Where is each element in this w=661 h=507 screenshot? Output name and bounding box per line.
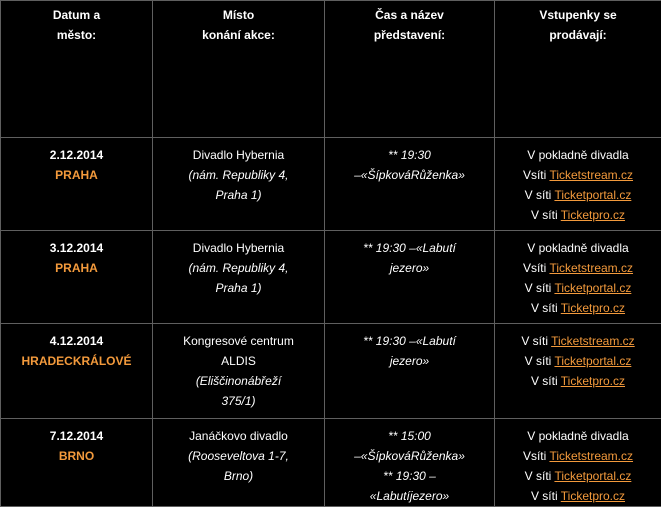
event-city: BRNO bbox=[1, 446, 152, 466]
show-time-title: –«ŠípkováRůženka» bbox=[325, 446, 494, 466]
venue-address: Praha 1) bbox=[153, 185, 324, 205]
header-tickets: Vstupenky se prodávají: bbox=[495, 1, 661, 138]
ticketstream-link[interactable]: Ticketstream.cz bbox=[551, 334, 635, 348]
table-header-row bbox=[1, 1, 661, 138]
show-time-title: jezero» bbox=[325, 258, 494, 278]
box-office-text: V pokladně divadla bbox=[495, 426, 661, 446]
venue-address: 375/1) bbox=[153, 391, 324, 411]
ticketstream-link[interactable]: Ticketstream.cz bbox=[549, 449, 633, 463]
event-city: PRAHA bbox=[1, 258, 152, 278]
box-office-text: V pokladně divadla bbox=[495, 238, 661, 258]
show-time-title: ** 19:30 bbox=[325, 145, 494, 165]
date-city-cell bbox=[1, 231, 153, 324]
table-row bbox=[1, 419, 661, 507]
event-city: HRADECKRÁLOVÉ bbox=[1, 351, 152, 371]
show-time-title: ** 19:30 –«Labutí bbox=[325, 238, 494, 258]
show-time-title: jezero» bbox=[325, 351, 494, 371]
show-cell bbox=[325, 324, 495, 419]
ticketportal-link[interactable]: Ticketportal.cz bbox=[554, 281, 631, 295]
ticketpro-link[interactable]: Ticketpro.cz bbox=[561, 208, 625, 222]
show-cell bbox=[325, 138, 495, 231]
show-cell bbox=[325, 231, 495, 324]
ticketpro-link[interactable]: Ticketpro.cz bbox=[561, 374, 625, 388]
tickets-cell: V síti Ticketstream.cz V síti Ticketportal.cz V síti Ticketpro.cz bbox=[495, 324, 661, 419]
venue-name: Divadlo Hybernia bbox=[153, 145, 324, 165]
show-time-title: ** 15:00 bbox=[325, 426, 494, 446]
event-date: 7.12.2014 bbox=[1, 426, 152, 446]
date-city-cell bbox=[1, 138, 153, 231]
venue-address: (nám. Republiky 4, bbox=[153, 258, 324, 278]
header-venue: Místo konání akce: bbox=[153, 1, 325, 138]
date-city-cell bbox=[1, 419, 153, 507]
venue-cell bbox=[153, 419, 325, 507]
tickets-cell: V pokladně divadla Vsíti Ticketstream.cz V síti Ticketportal.cz V síti Ticketpro.cz bbox=[495, 231, 661, 324]
venue-cell bbox=[153, 138, 325, 231]
event-date: 4.12.2014 bbox=[1, 331, 152, 351]
venue-name: ALDIS bbox=[153, 351, 324, 371]
event-date: 2.12.2014 bbox=[1, 145, 152, 165]
ticketstream-link[interactable]: Ticketstream.cz bbox=[549, 168, 633, 182]
box-office-text: V pokladně divadla bbox=[495, 145, 661, 165]
event-date: 3.12.2014 bbox=[1, 238, 152, 258]
venue-name: Kongresové centrum bbox=[153, 331, 324, 351]
ticketportal-link[interactable]: Ticketportal.cz bbox=[554, 469, 631, 483]
event-city: PRAHA bbox=[1, 165, 152, 185]
table-row bbox=[1, 231, 661, 324]
show-time-title: «Labutíjezero» bbox=[325, 486, 494, 506]
venue-address: (nám. Republiky 4, bbox=[153, 165, 324, 185]
show-cell bbox=[325, 419, 495, 507]
venue-name: Janáčkovo divadlo bbox=[153, 426, 324, 446]
venue-address: Praha 1) bbox=[153, 278, 324, 298]
table-row bbox=[1, 138, 661, 231]
show-time-title: –«ŠípkováRůženka» bbox=[325, 165, 494, 185]
venue-address: (Rooseveltova 1-7, bbox=[153, 446, 324, 466]
show-time-title: ** 19:30 – bbox=[325, 466, 494, 486]
venue-address: Brno) bbox=[153, 466, 324, 486]
ticketportal-link[interactable]: Ticketportal.cz bbox=[554, 354, 631, 368]
tickets-cell: V pokladně divadla Vsíti Ticketstream.cz V síti Ticketportal.cz V síti Ticketpro.cz bbox=[495, 419, 661, 507]
ticketpro-link[interactable]: Ticketpro.cz bbox=[561, 489, 625, 503]
date-city-cell bbox=[1, 324, 153, 419]
venue-address: (Eliščinonábřeží bbox=[153, 371, 324, 391]
tickets-cell: V pokladně divadla Vsíti Ticketstream.cz V síti Ticketportal.cz V síti Ticketpro.cz bbox=[495, 138, 661, 231]
header-time-title: Čas a název představení: bbox=[325, 1, 495, 138]
header-date-city: Datum a město: bbox=[1, 1, 153, 138]
table-row bbox=[1, 324, 661, 419]
ticketportal-link[interactable]: Ticketportal.cz bbox=[554, 188, 631, 202]
venue-name: Divadlo Hybernia bbox=[153, 238, 324, 258]
venue-cell bbox=[153, 231, 325, 324]
ticketstream-link[interactable]: Ticketstream.cz bbox=[549, 261, 633, 275]
show-time-title: ** 19:30 –«Labutí bbox=[325, 331, 494, 351]
venue-cell bbox=[153, 324, 325, 419]
ticketpro-link[interactable]: Ticketpro.cz bbox=[561, 301, 625, 315]
